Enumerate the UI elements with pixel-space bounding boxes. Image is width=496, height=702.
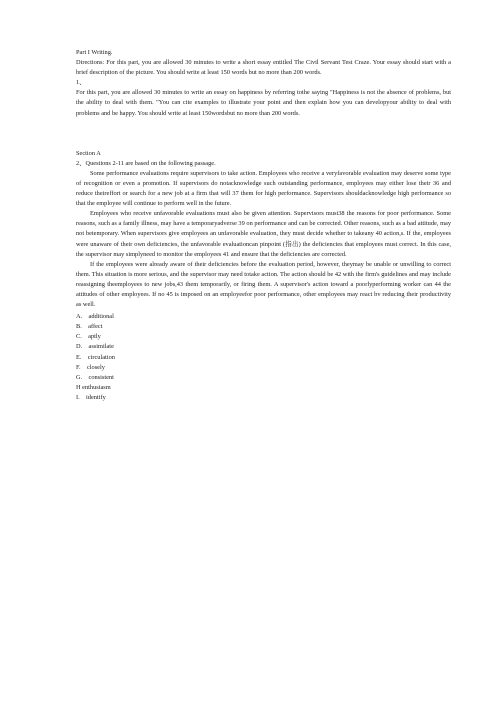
directions-text: Directions: For this part, you are allowed 30 minutes to write a short essay entitled The Civil Servant Test Craze. Your essay should start with a brief description of the picture. You should write at least 150 words but no more than 200 words. — [76, 59, 451, 77]
spacer — [76, 119, 451, 149]
section-title: Section A — [76, 149, 101, 157]
option-list — [76, 312, 451, 403]
option-i: I. identify — [76, 393, 106, 401]
question-2-intro: 2、Questions 2-11 are based on the following passage. — [76, 159, 216, 167]
option-h: H enthusiasm — [76, 383, 111, 391]
option-b: B. affect — [76, 323, 103, 331]
option-e: E. circulation — [76, 353, 115, 361]
passage-paragraph-1: Some performance evaluations require supervisors to take action. Employees who receive a veryfavorable evaluation may deserve some type of recognition or even a promotion. If supervisors do notacknowledge such outstanding performance, employees may either lose their 36 and reduce theireffort or search for a new job at a firm that will 37 them for high performance. Supervisors shouldacknowledge high performance so that the employee will continue to perform well in the future. — [76, 169, 451, 208]
part-title: Part I Writing. — [76, 49, 113, 56]
passage-paragraph-3: If the employees were already aware of their deficiencies before the evaluation period, however, theymay be unable or unwilling to correct them. This situation is more serious, and the supervisor may need totake action. The action should be 42 with the firm's guidelines and may include reassigning theemployees to new jobs,43 them temporarily, or firing them. A supervisor's action toward a poorlyperforming worker can 44 the attitudes of other employees. If no 45 is imposed on an employeefor poor performance, other employees may react bv reducing their productivity as well. — [76, 260, 451, 309]
question-1-text: For this part, you are allowed 30 minutes to write an essay on happiness by referring tothe saying "Happiness is not the absence of problems, but the ability to deal with them. "You can cite examples to illustrate your point and then explain how you can developyour ability to deal with problems and be happy. You should write at least 150wordsbut no more than 200 words. — [76, 89, 451, 117]
option-f: F. closely — [76, 363, 105, 371]
question-1-number: 1、 — [76, 79, 86, 87]
option-g: G. consistent — [76, 373, 114, 381]
option-d: D. assimilate — [76, 343, 114, 351]
option-a: A. additional — [76, 313, 114, 321]
passage-paragraph-2: Employees who receive unfavorable evaluations must also be given attention. Supervisors must38 the reasons for poor performance. Some reasons, such as a family illness, may have a temporaryadverse 39 on performance and can be corrected. Other reasons, such as a bad attitude, may not betemporary. When supervisors give employees an unfavorable evaluation, they must decide whether to takeany 40 action,s. If the, employees were unaware of their own deficiencies, the unfavorable evaluationcan pinpoint (指出) the deficiencies that employees must correct. In this case, the supervisor may simplyneed to monitor the employees 41 and ensure that the deficiencies are corrected. — [76, 210, 451, 258]
option-c: C. aptly — [76, 333, 101, 341]
